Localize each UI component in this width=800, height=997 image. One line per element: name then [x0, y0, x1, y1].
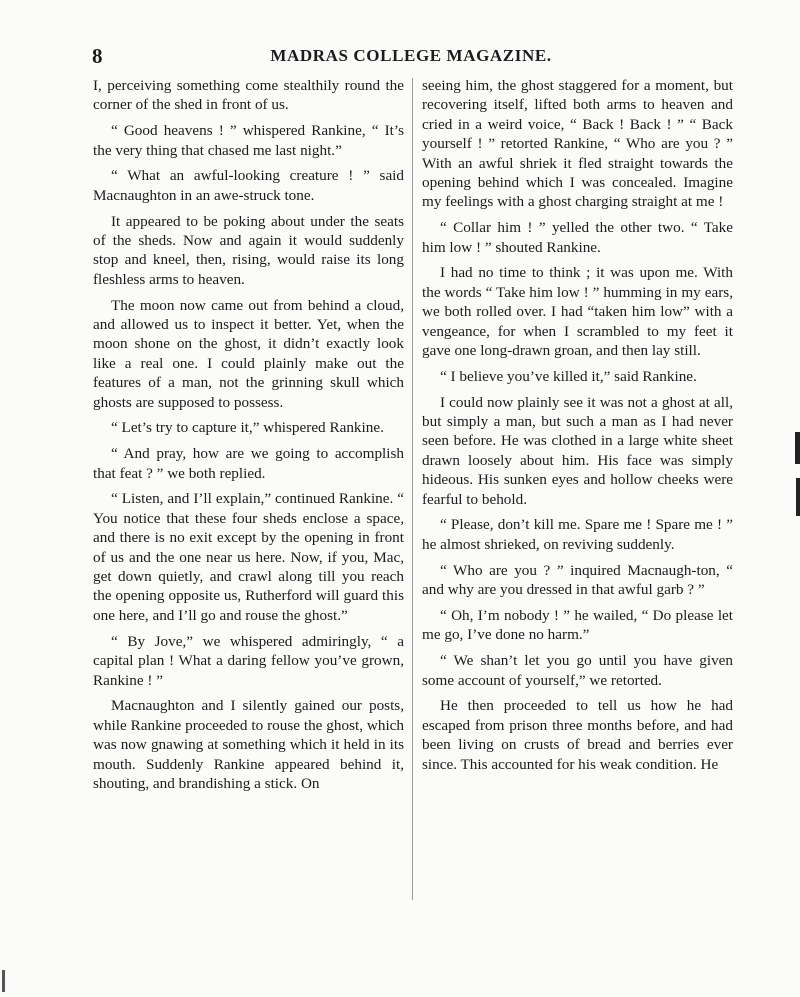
- paragraph: “ Listen, and I’ll explain,” continued Rankine. “ You notice that these four sheds enclose a space, and there is no exit except by the opening in front of us and the one near us here. Now, if you, Mac, get down quietly, and crawl along till you reach the opening opposite us, Rutherford will guard this one here, and I’ll go and rouse the ghost.”: [93, 490, 404, 624]
- scan-artifact: [2, 970, 5, 992]
- paragraph: “ Please, don’t kill me. Spare me ! Spare me ! ” he almost shrieked, on reviving suddenly.: [422, 516, 733, 553]
- paragraph: I had no time to think ; it was upon me. With the words “ Take him low ! ” humming in my ears, we both rolled over. I had “taken him low” with a vengeance, for when I scrambled to my feet it gave one long-drawn groan, and then lay still.: [422, 264, 733, 360]
- right-text-column: [422, 76, 733, 780]
- paragraph: “ What an awful-looking creature ! ” said Macnaughton in an awe-struck tone.: [93, 167, 404, 204]
- scan-edge-mark: [796, 478, 800, 516]
- paragraph: “ Who are you ? ” inquired Macnaugh-ton, “ and why are you dressed in that awful garb ? ”: [422, 561, 733, 599]
- paragraph: He then proceeded to tell us how he had escaped from prison three months before, and had been living on crusts of bread and berries ever since. This accounted for his weak condition. He: [422, 697, 733, 773]
- paragraph: It appeared to be poking about under the seats of the sheds. Now and again it would suddenly stop and kneel, then, rising, would raise its long fleshless arms to heaven.: [93, 212, 404, 288]
- page-header: [92, 44, 730, 70]
- paragraph: “ Collar him ! ” yelled the other two. “ Take him low ! ” shouted Rankine.: [422, 219, 733, 256]
- paragraph: “ Good heavens ! ” whispered Rankine, “ It’s the very thing that chased me last night.”: [93, 122, 404, 159]
- paragraph: “ Oh, I’m nobody ! ” he wailed, “ Do please let me go, I’ve done no harm.”: [422, 606, 733, 644]
- column-divider: [412, 78, 413, 900]
- paragraph: I could now plainly see it was not a ghost at all, but simply a man, but such a man as I had never seen before. He was clothed in a large white sheet drawn loosely about him. His face was simply hideous. His sunken eyes and hollow cheeks were fearful to behold.: [422, 393, 733, 508]
- paragraph: “ Let’s try to capture it,” whispered Rankine.: [111, 419, 384, 437]
- magazine-title: MADRAS COLLEGE MAGAZINE.: [270, 46, 552, 65]
- scan-edge-mark: [795, 432, 800, 464]
- paragraph: “ I believe you’ve killed it,” said Rankine.: [440, 367, 697, 385]
- paragraph: Macnaughton and I silently gained our posts, while Rankine proceeded to rouse the ghost, which was now gnawing at something which it held in its mouth. Suddenly Rankine appeared behind it, shouting, and brandishing a stick. On: [93, 697, 404, 792]
- page-number: 8: [92, 44, 103, 68]
- paragraph: I, perceiving something come stealthily round the corner of the shed in front of us.: [93, 77, 404, 114]
- paragraph: seeing him, the ghost staggered for a moment, but recovering itself, lifted both arms to heaven and cried in a weird voice, “ Back ! Back ! ” “ Back yourself ! ” retorted Rankine, “ Who are you ? ” With an awful shriek it fled straight towards the opening behind which I was concealed. Imagine my feelings with a ghost charging straight at me !: [422, 77, 733, 211]
- left-text-column: [93, 76, 404, 800]
- paragraph: The moon now came out from behind a cloud, and allowed us to inspect it better. Yet, when the moon shone on the ghost, it didn’t exactly look like a real one. I could plainly make out the features of a man, not the grinning skull which ghosts are supposed to possess.: [93, 296, 404, 411]
- paragraph: “ By Jove,” we whispered admiringly, “ a capital plan ! What a daring fellow you’ve grown, Rankine ! ”: [93, 632, 404, 689]
- paragraph: “ We shan’t let you go until you have given some account of yourself,” we retorted.: [422, 652, 733, 689]
- paragraph: “ And pray, how are we going to accomplish that feat ? ” we both replied.: [93, 445, 404, 482]
